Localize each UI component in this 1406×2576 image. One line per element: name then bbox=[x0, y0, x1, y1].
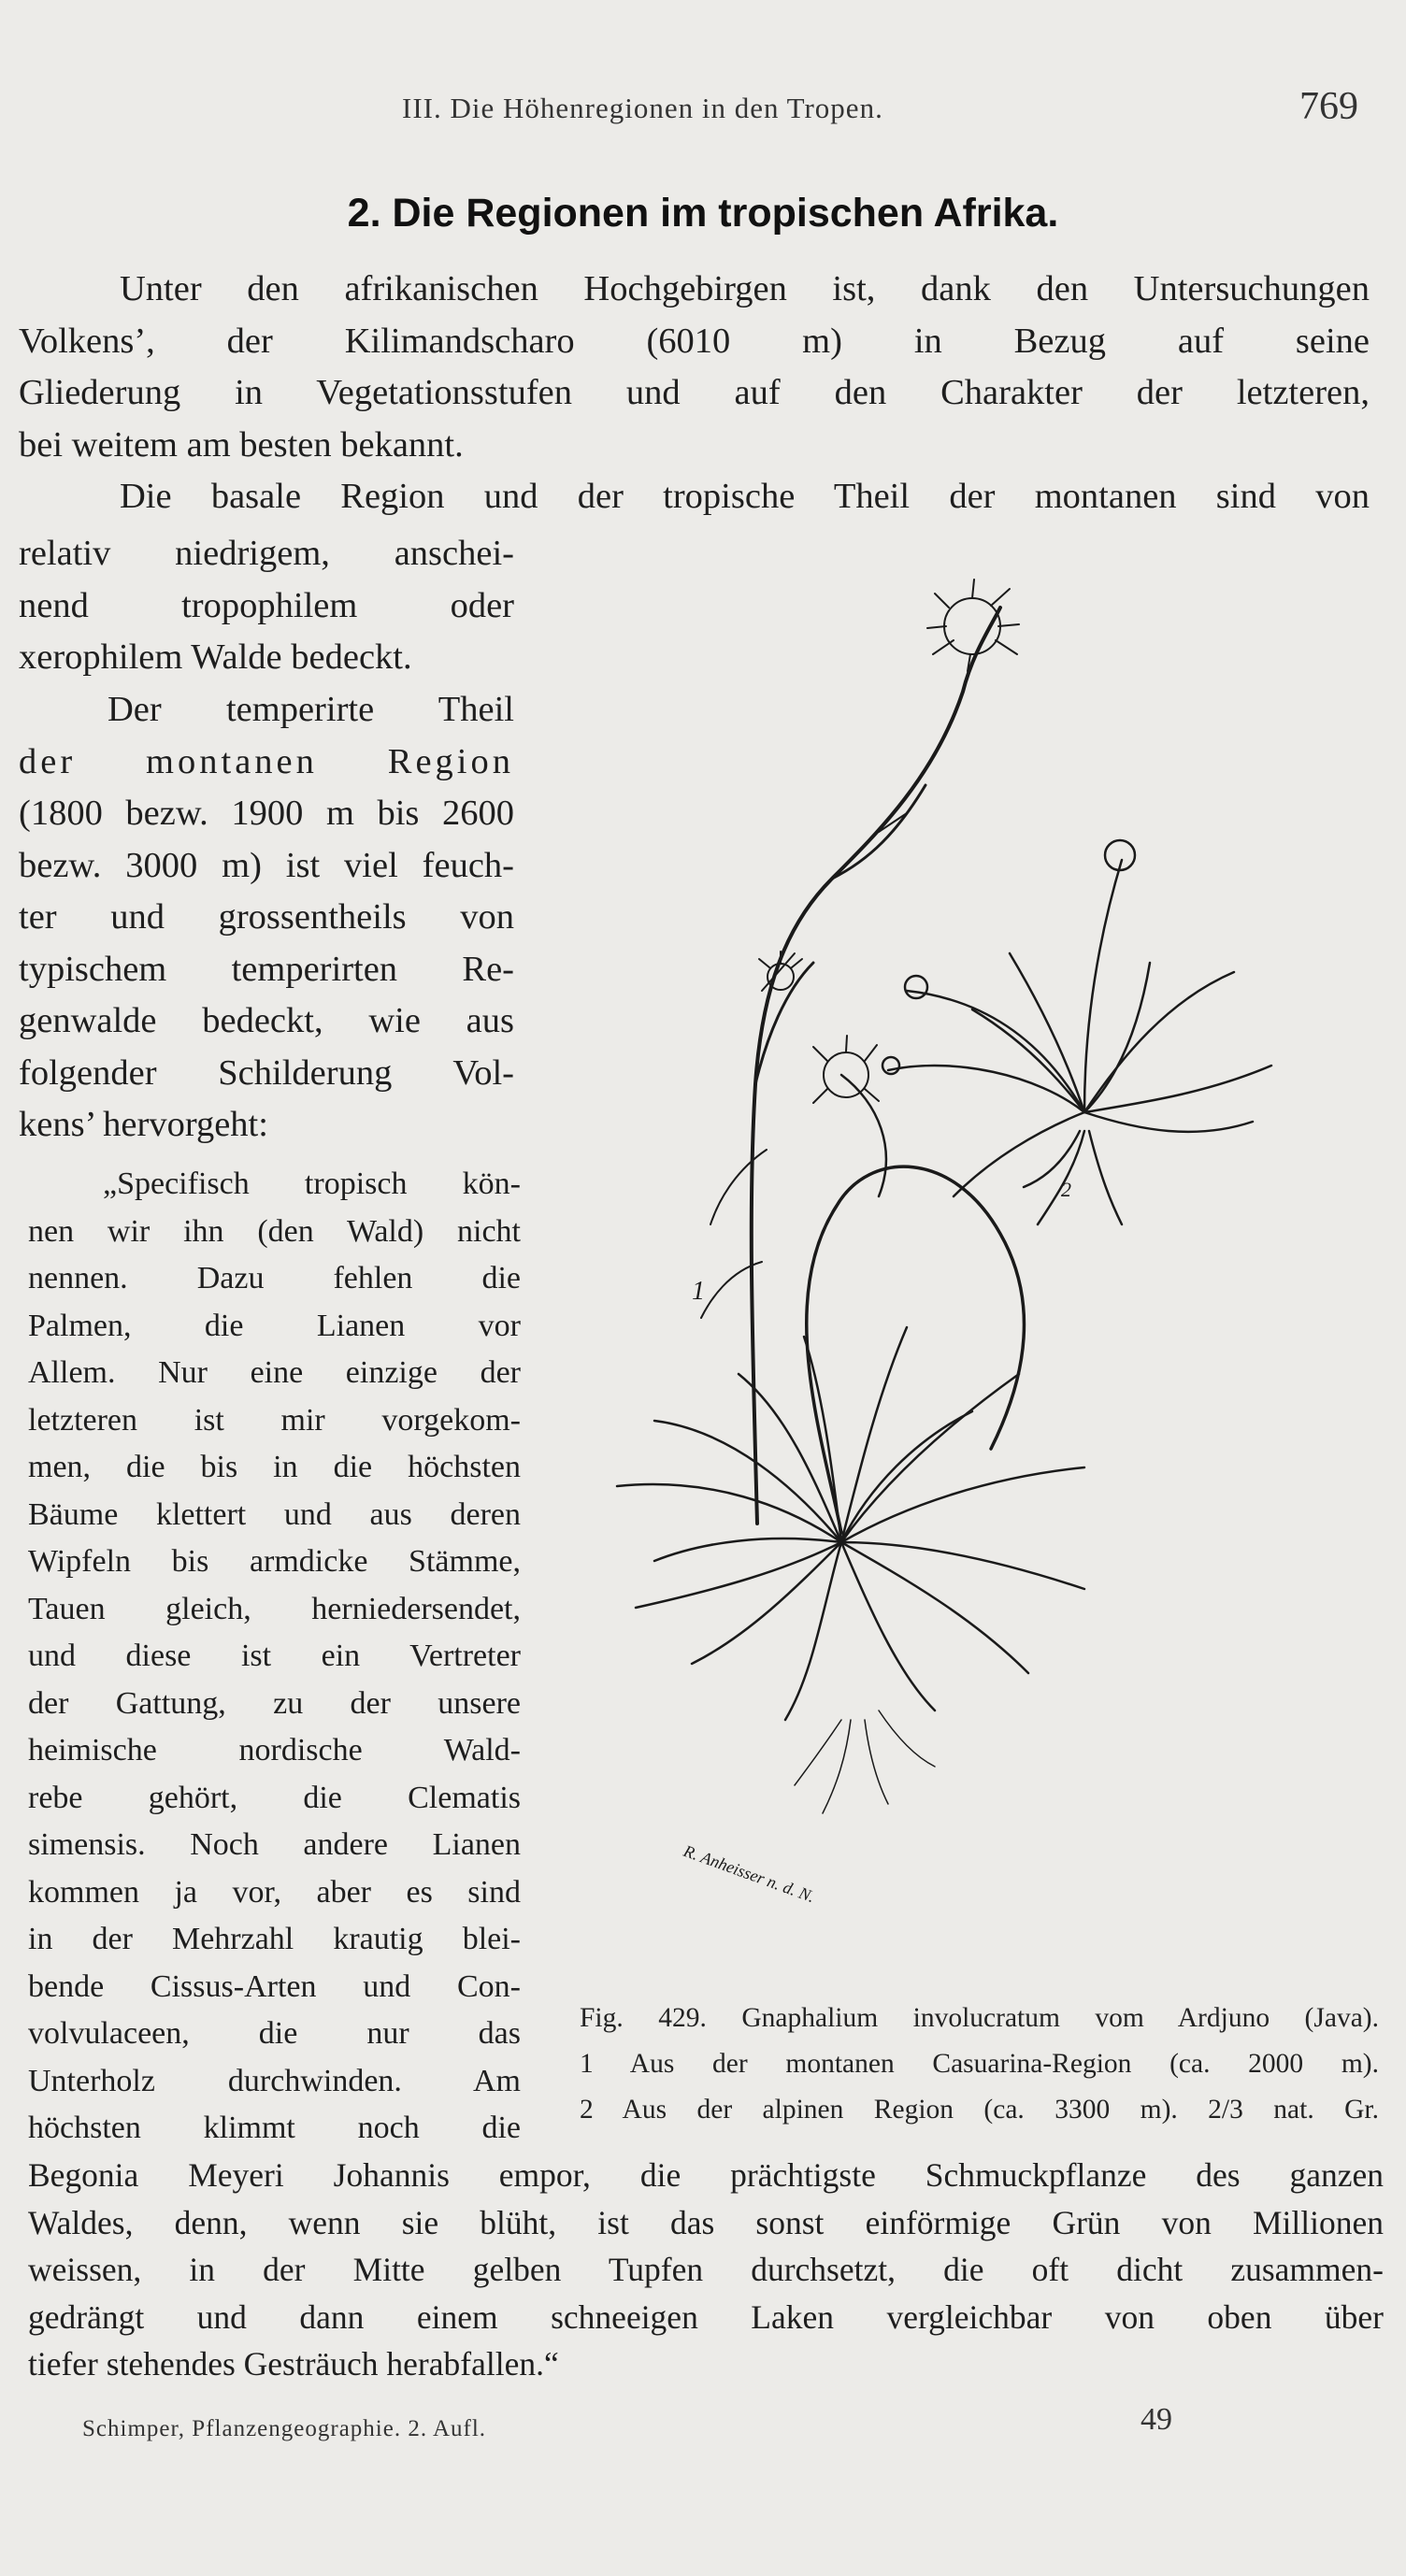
second-stem bbox=[807, 1166, 1025, 1533]
quote-line: höchsten klimmt noch die bbox=[28, 2111, 521, 2145]
text-line: nend tropophilem oder bbox=[19, 585, 514, 625]
caption-line: 2 Aus der alpinen Region (ca. 3300 m). 2/3 nat. Gr. bbox=[580, 2095, 1379, 2125]
quote-line: Begonia Meyeri Johannis empor, die prächtigste Schmuckpflanze des ganzen bbox=[28, 2156, 1384, 2194]
quote-line: und diese ist ein Vertreter bbox=[28, 1639, 521, 1673]
quote-line: in der Mehrzahl krautig blei- bbox=[28, 1922, 521, 1956]
text-line: folgender Schilderung Vol- bbox=[19, 1052, 514, 1093]
quote-line: „Specifisch tropisch kön- bbox=[103, 1166, 521, 1201]
paragraph-basal-region-first-line bbox=[19, 471, 1370, 523]
quote-line: heimische nordische Wald- bbox=[28, 1733, 521, 1767]
signature-mark: 49 bbox=[1141, 2402, 1172, 2437]
footer-source: Schimper, Pflanzengeographie. 2. Aufl. bbox=[82, 2416, 487, 2441]
plant-2 bbox=[882, 840, 1271, 1224]
quote-line: Bäume klettert und aus deren bbox=[28, 1496, 521, 1532]
quote-line: tiefer stehendes Gesträuch herabfallen.“ bbox=[28, 2345, 559, 2383]
text-line: genwalde bedeckt, wie aus bbox=[19, 1001, 514, 1040]
running-head: III. Die Höhenregionen in den Tropen. bbox=[402, 92, 883, 124]
paragraph-temperate-region bbox=[19, 684, 514, 1152]
quote-line: nennen. Dazu fehlen die bbox=[28, 1261, 521, 1295]
roots-1 bbox=[795, 1710, 935, 1813]
text-line: xerophilem Walde bedeckt. bbox=[19, 637, 412, 677]
quote-line: volvulaceen, die nur das bbox=[28, 2016, 521, 2051]
page-number: 769 bbox=[1299, 85, 1358, 128]
quote-column bbox=[28, 1161, 521, 2153]
text-line: Volkens’, der Kilimandscharo (6010 m) in Bezug auf seine bbox=[19, 321, 1370, 361]
quote-line: rebe gehört, die Clematis bbox=[28, 1780, 521, 1815]
section-title: 2. Die Regionen im tropischen Afrika. bbox=[347, 191, 1059, 236]
quote-line: letzteren ist mir vorgekom- bbox=[28, 1402, 521, 1438]
quote-full-width bbox=[28, 2152, 1384, 2388]
figure-label-1: 1 bbox=[692, 1277, 705, 1306]
quote-line: Waldes, denn, wenn sie blüht, ist das sonst einförmige Grün von Millionen bbox=[28, 2203, 1384, 2241]
quote-line: men, die bis in die höchsten bbox=[28, 1450, 521, 1484]
paragraph-basal-region bbox=[19, 528, 514, 684]
text-line: bei weitem am besten bekannt. bbox=[19, 424, 464, 465]
quote-line: simensis. Noch andere Lianen bbox=[28, 1827, 521, 1862]
caption-line: 1 Aus der montanen Casuarina-Region (ca. 2000 m). bbox=[580, 2049, 1379, 2079]
quote-line: Tauen gleich, herniedersendet, bbox=[28, 1591, 521, 1626]
main-stem bbox=[752, 608, 1000, 1524]
quote-line: gedrängt und dann einem schneeigen Laken vergleichbar von oben über bbox=[28, 2297, 1384, 2336]
quote-line: Palmen, die Lianen vor bbox=[28, 1308, 521, 1343]
quote-line: der Gattung, zu der unsere bbox=[28, 1685, 521, 1721]
figure-caption bbox=[580, 1996, 1379, 2133]
caption-line: Fig. 429. Gnaphalium involucratum vom Ardjuno (Java). bbox=[580, 2003, 1379, 2033]
quote-line: bende Cissus-Arten und Con- bbox=[28, 1968, 521, 2004]
quote-line: weissen, in der Mitte gelben Tupfen durchsetzt, die oft dicht zusammen- bbox=[28, 2251, 1384, 2288]
paragraph-intro bbox=[19, 264, 1370, 471]
figure-label-2: 2 bbox=[1061, 1178, 1071, 1201]
text-line: typischem temperirten Re- bbox=[19, 949, 514, 989]
text-line: relativ niedrigem, anschei- bbox=[19, 534, 514, 573]
quote-line: Unterholz durchwinden. Am bbox=[28, 2063, 521, 2098]
artist-signature: R. Anheisser n. d. N. bbox=[681, 1840, 818, 1907]
text-line: bezw. 3000 m) ist viel feuch- bbox=[19, 845, 514, 885]
text-line: der montanen Region bbox=[19, 741, 514, 781]
text-line: ter und grossentheils von bbox=[19, 897, 514, 937]
quote-line: kommen ja vor, aber es sind bbox=[28, 1874, 521, 1910]
plant-illustration bbox=[598, 551, 1374, 1972]
text-line: Gliederung in Vegetationsstufen und auf den Charakter der letzteren, bbox=[19, 373, 1370, 412]
quote-line: Allem. Nur eine einzige der bbox=[28, 1355, 521, 1390]
text-line: (1800 bezw. 1900 m bis 2600 bbox=[19, 794, 514, 833]
quote-line: nen wir ihn (den Wald) nicht bbox=[28, 1213, 521, 1249]
text-line: Die basale Region und der tropische Theil der montanen sind von bbox=[120, 477, 1370, 516]
text-line: kens’ hervorgeht: bbox=[19, 1105, 268, 1144]
flower-head-middle bbox=[813, 1036, 879, 1103]
text-line: Unter den afrikanischen Hochgebirgen ist, dank den Untersuchungen bbox=[120, 269, 1370, 308]
quote-line: Wipfeln bis armdicke Stämme, bbox=[28, 1544, 521, 1579]
gnaphalium-drawing bbox=[598, 551, 1374, 1972]
text-line: Der temperirte Theil bbox=[108, 690, 514, 729]
